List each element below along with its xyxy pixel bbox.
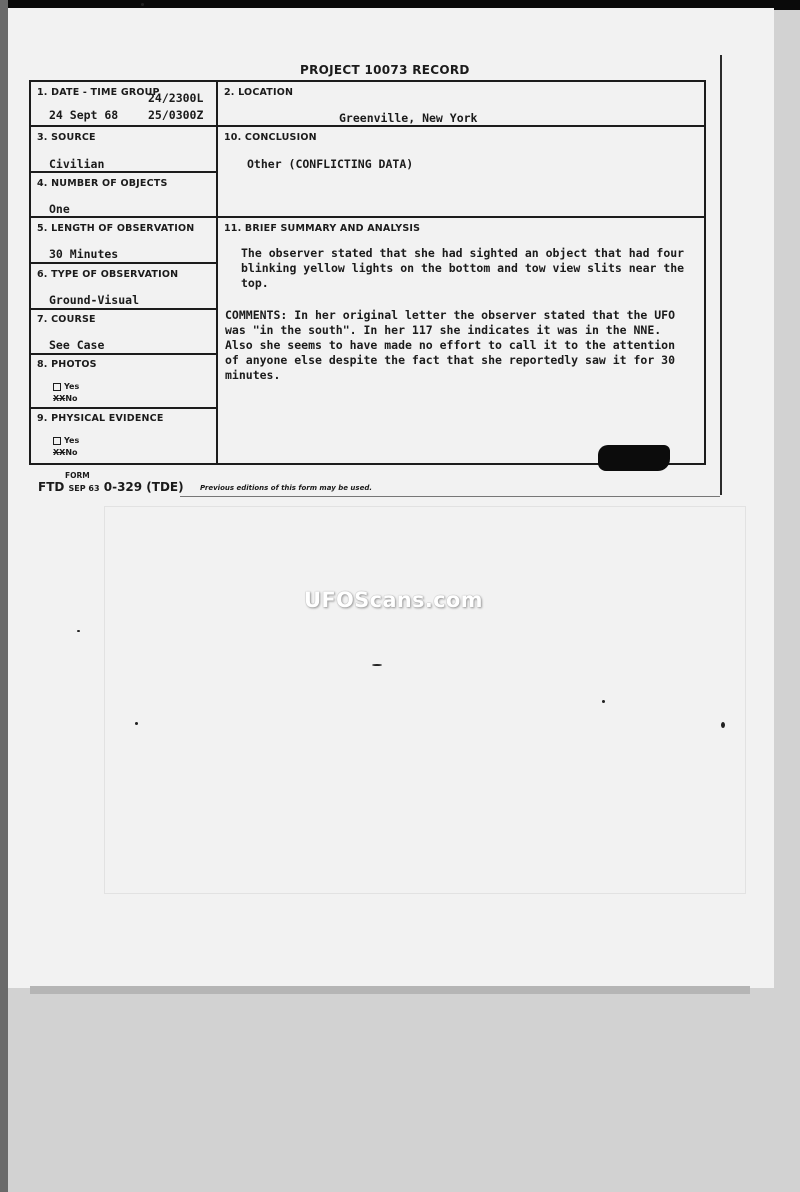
photos-no-option — [53, 394, 78, 403]
length-of-observation-label: 5. LENGTH OF OBSERVATION — [37, 223, 195, 234]
source-label: 3. SOURCE — [37, 132, 96, 143]
photos-no-mark: XX — [53, 394, 66, 403]
row-divider — [31, 125, 216, 127]
dust-speck — [141, 3, 144, 6]
source-value: Civilian — [49, 157, 105, 171]
row-divider — [31, 308, 216, 310]
type-of-observation-value: Ground-Visual — [49, 293, 140, 307]
row-divider — [31, 216, 216, 218]
comments-paragraph: COMMENTS: In her original letter the observer stated that the UFO was "in the south". In her 117 she indicates it was in the NNE. Also she seems to have made no effort to call it to the attention of anyone else despite the fact that she reportedly saw it for 30 minutes. — [225, 308, 676, 382]
left-film-edge — [0, 0, 8, 1192]
summary-paragraph: The observer stated that she had sighted an object that had four blinking yellow lights on the bottom and tow view slits near the top. — [241, 246, 685, 290]
location-value: Greenville, New York — [339, 111, 478, 125]
redaction-mark — [598, 445, 670, 471]
page-fold-line — [720, 55, 722, 495]
summary-label: 11. BRIEF SUMMARY AND ANALYSIS — [224, 223, 421, 234]
conclusion-label: 10. CONCLUSION — [224, 132, 317, 143]
row-divider — [218, 216, 706, 218]
form-number: 0-329 (TDE) — [103, 480, 184, 494]
form-version: SEP 63 — [68, 484, 100, 493]
photos-no-label: No — [65, 394, 78, 403]
column-divider — [216, 82, 218, 463]
number-of-objects-label: 4. NUMBER OF OBJECTS — [37, 178, 168, 189]
dust-speck — [135, 722, 138, 725]
footer-line — [180, 496, 720, 497]
dust-speck — [372, 664, 382, 666]
previous-editions-note: Previous editions of this form may be used. — [200, 484, 372, 492]
course-label: 7. COURSE — [37, 314, 96, 325]
row-divider — [31, 407, 216, 409]
physical-evidence-yes-option — [53, 436, 79, 445]
row-divider — [31, 171, 216, 173]
form-label: FORM — [65, 471, 90, 480]
form-code — [38, 480, 184, 494]
type-of-observation-label: 6. TYPE OF OBSERVATION — [37, 269, 179, 280]
dust-speck — [602, 700, 605, 703]
watermark: UFOScans.com — [304, 588, 483, 612]
record-title: PROJECT 10073 RECORD — [300, 63, 470, 77]
length-of-observation-value: 30 Minutes — [49, 247, 119, 261]
course-value: See Case — [49, 338, 105, 352]
physical-evidence-yes-label: Yes — [64, 436, 80, 445]
location-label: 2. LOCATION — [224, 87, 294, 98]
checkbox-icon — [53, 437, 61, 445]
physical-evidence-no-option — [53, 448, 78, 457]
time-group-local: 24/2300L — [148, 91, 204, 105]
date-value: 24 Sept 68 — [49, 108, 119, 122]
row-divider — [218, 125, 706, 127]
checkbox-icon — [53, 383, 61, 391]
form-code-prefix: FTD — [38, 480, 65, 494]
time-group-zulu: 25/0300Z — [148, 108, 204, 122]
dust-speck — [721, 722, 725, 728]
row-divider — [31, 353, 216, 355]
row-divider — [31, 262, 216, 264]
dust-speck — [77, 630, 80, 632]
page-shadow — [30, 986, 750, 994]
photos-yes-label: Yes — [64, 382, 80, 391]
faint-form-outline — [104, 506, 746, 894]
photos-label: 8. PHOTOS — [37, 359, 97, 370]
date-time-label: 1. DATE - TIME GROUP — [37, 87, 160, 98]
conclusion-value: Other (CONFLICTING DATA) — [247, 157, 414, 171]
physical-evidence-label: 9. PHYSICAL EVIDENCE — [37, 413, 164, 424]
record-form — [29, 80, 706, 465]
number-of-objects-value: One — [49, 202, 70, 216]
physical-evidence-no-mark: XX — [53, 448, 66, 457]
photos-yes-option — [53, 382, 79, 391]
physical-evidence-no-label: No — [65, 448, 78, 457]
